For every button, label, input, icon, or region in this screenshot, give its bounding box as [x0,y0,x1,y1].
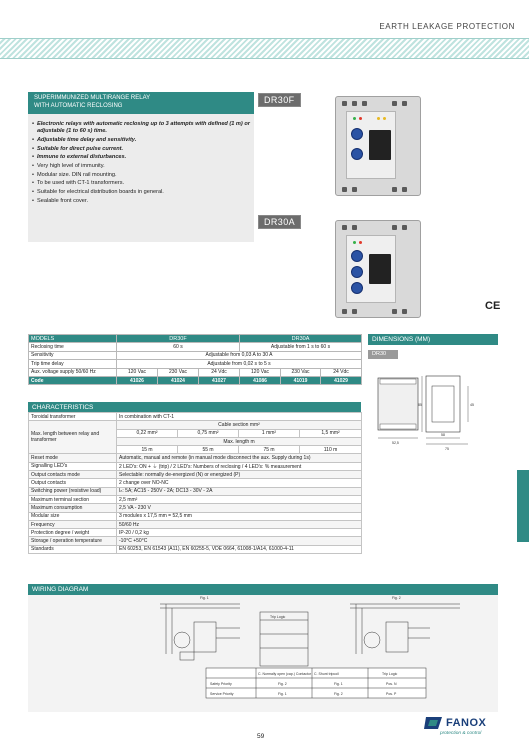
cell: 2 LED's: ON + ⏚ (trip) / 2 LED's: Numbers of reclosing / 4 LED's: % measurement [117,462,362,470]
dip-switch-block [369,130,391,160]
terminal-icon [342,225,347,230]
terminal-icon [402,187,407,192]
page-number: 59 [257,733,265,740]
table-row [29,360,362,368]
table-row [29,368,362,376]
cell: Adjustable from 0,02 s to 5 s [117,360,362,368]
row-label: Trip time delay [29,360,117,368]
cell: 41086 [240,376,281,384]
row-label: Switching power (resistive load) [29,487,117,495]
legend-row2-v3: Pos. P [386,692,397,696]
row-label: Standards [29,545,117,553]
feature-item: • Very high level of immunity. [32,163,252,170]
cell: 2,5 VA - 230 V [117,504,362,512]
trip-logic-title: Trip Logic [270,615,286,619]
row-label: Reset mode [29,454,117,462]
cell: 24 Vdc [199,368,240,376]
terminal-icon [392,187,397,192]
row-label: Output contacts mode [29,471,117,479]
header-stripe-band [0,38,529,59]
device-front-panel [346,235,396,303]
terminal-icon [402,309,407,314]
row-label: Storage / operation temperature [29,537,117,545]
feature-item: • Suitable for direct pulse current. [32,146,252,153]
row-label: Maximum consumption [29,504,117,512]
feature-item: • Adjustable time delay and sensitivity. [32,137,252,144]
table-row [29,343,362,351]
legend-col3: Trip Logic [382,672,398,676]
fanox-logo-icon [424,716,444,730]
cell: 230 Vac [281,368,321,376]
terminal-icon [342,309,347,314]
cell: 2 change over NO-NC [117,479,362,487]
model-tag-dr30a: DR30A [258,215,301,229]
row-label: Aux. voltage supply 50/60 Hz [29,368,117,376]
cell: Adjustable from 1 s to 60 s [240,343,362,351]
row-label: Toroidal transformer [29,413,117,421]
row-label: Signalling LED's [29,462,117,470]
dr30a-device-image [335,220,421,318]
legend-row2-label: Service Priority [210,692,234,696]
models-header: MODELS [29,335,117,343]
delay-knob-icon [351,266,363,278]
model-tag-dr30f: DR30F [258,93,301,107]
legend-col2: C. Shunt tripcoil [314,672,339,676]
feature-item: • Modular size. DIN rail mounting. [32,172,252,179]
table-row [29,462,362,470]
cell: In combination with CT-1 [117,413,362,421]
cell: 55 m [178,446,239,454]
wiring-lines-left [160,604,240,660]
led-red-icon [359,241,362,244]
legend-row2-v2: Fig. 2 [334,692,343,696]
terminal-icon [342,187,347,192]
legend-row1-v2: Fig. 1 [334,682,343,686]
table-row [29,512,362,520]
brand-tagline: protection & control [440,731,482,736]
wiring-header: WIRING DIAGRAM [28,584,498,595]
cell: Max. length m [117,437,362,445]
legend-row1-v1: Fig. 2 [278,682,287,686]
section-side-tab [517,470,529,542]
feature-item: • Immune to external disturbances. [32,154,252,161]
terminal-icon [352,101,357,106]
cell: 60 s [117,343,240,351]
cell: Automatic, manual and remote (in manual mode disconnect the aux. Supply during 1s) [117,454,362,462]
led-yellow-icon [383,117,386,120]
cell: 41024 [158,376,199,384]
models-table [28,334,362,385]
row-label: Frequency [29,520,117,528]
table-row [29,495,362,503]
row-label: Output contacts [29,479,117,487]
cell: 1 mm² [239,429,300,437]
cell: 2,5 mm² [117,495,362,503]
sensitivity-knob-icon [351,250,363,262]
table-row [29,520,362,528]
sensitivity-knob-icon [351,128,363,140]
table-row [29,537,362,545]
models-col-dr30a: DR30A [240,335,362,343]
terminal-icon [392,225,397,230]
led-green-icon [353,117,356,120]
table-row [29,471,362,479]
dim-label-52-5: 52,5 [392,441,399,445]
terminal-icon [402,225,407,230]
dip-switch-block [369,254,391,284]
cell: 120 Vac [117,368,158,376]
trip-logic-box [260,612,308,666]
dimensions-header: DIMENSIONS (MM) [368,334,498,345]
cell: 41027 [199,376,240,384]
cell: 0,22 mm² [117,429,178,437]
wiring-lines-right [350,604,460,654]
device-front-panel [346,111,396,179]
cell: -10°C +50°C [117,537,362,545]
legend-row1-label: Safety Priority [210,682,232,686]
led-red-icon [359,117,362,120]
table-row [29,529,362,537]
cell: 24 Vdc [321,368,362,376]
row-label: Maximum terminal section [29,495,117,503]
cell: 120 Vac [240,368,281,376]
led-yellow-icon [377,117,380,120]
cell: 1,5 mm² [300,429,362,437]
cell: 41026 [117,376,158,384]
cell: EN 60253, EN 61543 (A11), EN 60255-5, VDE 0664, 61008-1/A14, 61000-4-11 [117,545,362,553]
dimensions-drawing [368,362,498,454]
figure-2-label: Fig. 2 [392,596,401,600]
cell: IP-20 / 0,2 kg [117,529,362,537]
cell: Cable section mm² [117,421,362,429]
product-heading [28,92,254,114]
product-heading-line1: SUPERIMMUNIZED MULTIRANGE RELAY [34,95,151,101]
cell: 15 m [117,446,178,454]
reclosing-knob-icon [351,282,363,294]
dim-label-75: 75 [445,447,449,451]
table-row [29,479,362,487]
table-row [29,351,362,359]
cell: Selectable: normally de-energized (N) or energized (P) [117,471,362,479]
dr30f-device-image [335,96,421,196]
characteristics-header: CHARACTERISTICS [28,402,361,413]
table-row [29,504,362,512]
cell: 41019 [281,376,321,384]
row-label: Code [29,376,117,384]
table-row [29,454,362,462]
features-list [32,121,252,207]
page-section-title: EARTH LEAKAGE PROTECTION [379,22,515,31]
cell: 0,75 mm² [178,429,239,437]
brand-name: FANOX [446,717,487,729]
delay-knob-icon [351,148,363,160]
terminal-icon [342,101,347,106]
legend-row1-v3: Pos. N [386,682,397,686]
terminal-icon [392,309,397,314]
dim-label-45: 45 [470,403,474,407]
ce-mark: CE [485,300,501,312]
terminal-icon [392,101,397,106]
row-label: Max. length between relay and transformer [29,421,117,454]
table-row [29,421,362,429]
led-green-icon [353,241,356,244]
terminal-icon [352,309,357,314]
product-heading-line2: WITH AUTOMATIC RECLOSING [34,102,123,109]
feature-item: • To be used with CT-1 transformers. [32,180,252,187]
table-row [29,487,362,495]
figure-1-label: Fig. 1 [200,596,209,600]
cell: 110 m [300,446,362,454]
terminal-icon [352,187,357,192]
cell: 41029 [321,376,362,384]
wiring-diagram [160,594,480,712]
cell: 3 modules x 17,5 mm = 52,5 mm [117,512,362,520]
feature-item: • Suitable for electrical distribution boards in general. [32,189,252,196]
legend-col1: C. Normally open (cap.) Contactor [258,672,312,676]
dimensions-model-label: DR30 [368,350,398,359]
cell: Adjustable from 0,03 A to 30 A [117,351,362,359]
code-row [29,376,362,384]
cell: 50/60 Hz [117,520,362,528]
dim-label-85: 85 [418,403,422,407]
feature-item: • Electronic relays with automatic reclosing up to 3 attempts with defined (1 m) or adjustable (1 to 60 s) time. [32,121,252,135]
models-col-dr30f: DR30F [117,335,240,343]
brand-logo [424,716,486,730]
terminal-icon [402,101,407,106]
table-row [29,413,362,421]
terminal-icon [362,101,367,106]
characteristics-table [28,412,362,554]
cell: 230 Vac [158,368,199,376]
cell: 75 m [239,446,300,454]
models-header-row [29,335,362,343]
row-label: Protection degree / weight [29,529,117,537]
dim-label-58: 58 [441,433,445,437]
legend-row2-v1: Fig. 1 [278,692,287,696]
feature-item: • Sealable front cover. [32,198,252,205]
terminal-icon [352,225,357,230]
row-label: Sensitivity [29,351,117,359]
row-label: Modular size [29,512,117,520]
row-label: Reclosing time [29,343,117,351]
cell: Iₙ: 5A; AC15 - 250V - 2A; DC13 - 30V - 2A [117,487,362,495]
table-row [29,545,362,553]
